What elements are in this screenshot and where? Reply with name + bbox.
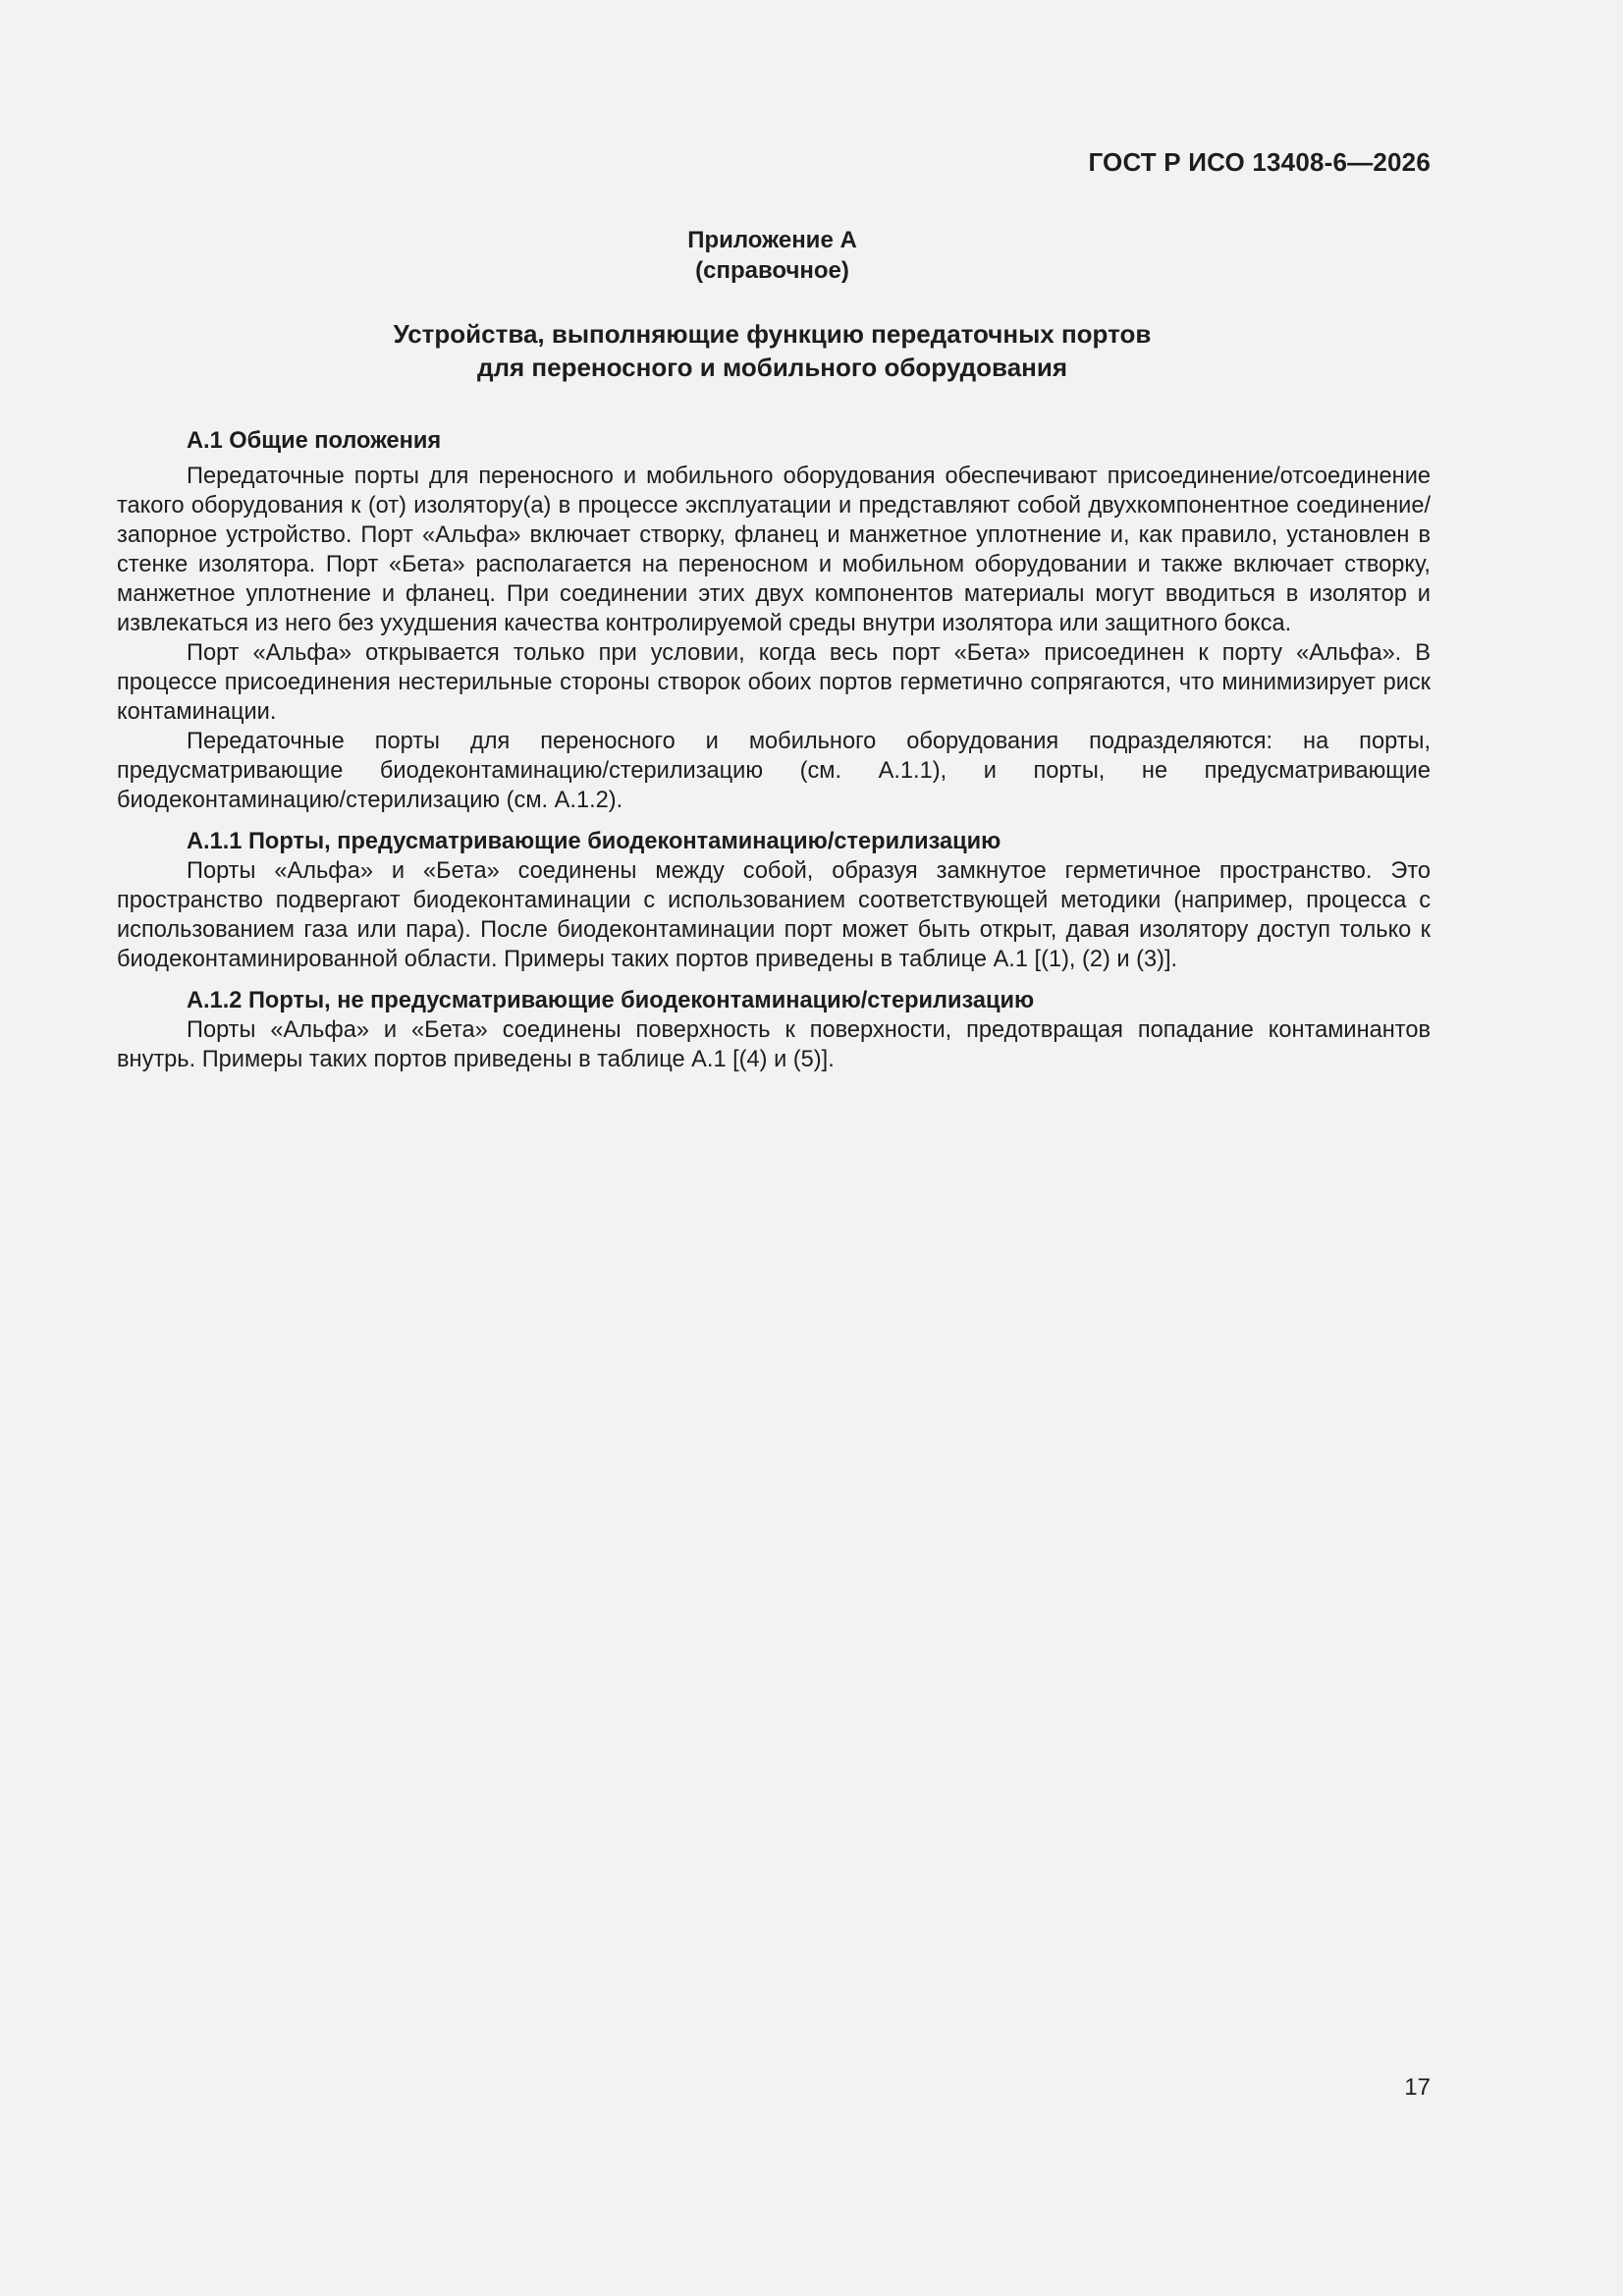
section-a1-paragraph-1: Передаточные порты для переносного и мобильного оборудования обеспечивают присоединение/отсоединение такого оборудования к (от) изолятору(а) в процессе эксплуатации и представляют собой двухкомпонентное соединение/запорное устройство. Порт «Альфа» включает створку, фланец и манжетное уплотнение и, как правило, установлен в стенке изолятора. Порт «Бета» располагается на переносном и мобильном оборудовании и также включает створку, манжетное уплотнение и фланец. При соединении этих двух компонентов материалы могут вводиться в изолятор и извлекаться из него без ухудшения качества контролируемой среды внутри изолятора или защитного бокса. [117,464,1431,636]
document-body [117,426,1431,1074]
section-a11-heading: А.1.1 Порты, предусматривающие биодеконтаминацию/стерилизацию [187,829,1001,854]
annex-heading-line-2: для переносного и мобильного оборудования [476,353,1068,382]
section-a12-paragraph: Порты «Альфа» и «Бета» соединены поверхность к поверхности, предотвращая попадание контаминантов внутрь. Примеры таких портов приведены в таблице А.1 [(4) и (5)]. [117,1017,1431,1072]
section-a11-paragraph: Порты «Альфа» и «Бета» соединены между собой, образуя замкнутое герметичное пространство. Это пространство подвергают биодеконтаминации с использованием соответствующей методики (например, процесса с использованием газа или пара). После биодеконтаминации порт может быть открыт, давая изолятору доступ только к биодеконтаминированной области. Примеры таких портов приведены в таблице А.1 [(1), (2) и (3)]. [117,858,1431,972]
document-code: ГОСТ Р ИСО 13408-6—2026 [1088,147,1431,177]
page-number: 17 [1404,2074,1431,2101]
section-a1-paragraph-2: Порт «Альфа» открывается только при условии, когда весь порт «Бета» присоединен к порту «Альфа». В процессе присоединения нестерильные стороны створок обоих портов герметично сопрягаются, что минимизирует риск контаминации. [117,640,1431,725]
section-a1-paragraph-3: Передаточные порты для переносного и мобильного оборудования подразделяются: на порты, предусматривающие биодеконтаминацию/стерилизацию (см. А.1.1), и порты, не предусматривающие биодеконтаминацию/стерилизацию (см. А.1.2). [117,729,1431,813]
section-a1-heading: А.1 Общие положения [187,428,442,454]
annex-heading-line-1: Устройства, выполняющие функцию передаточных портов [393,319,1152,349]
annex-type: (справочное) [695,257,849,284]
annex-title: Приложение А [687,227,857,253]
section-a12-heading: А.1.2 Порты, не предусматривающие биодеконтаминацию/стерилизацию [187,988,1035,1013]
